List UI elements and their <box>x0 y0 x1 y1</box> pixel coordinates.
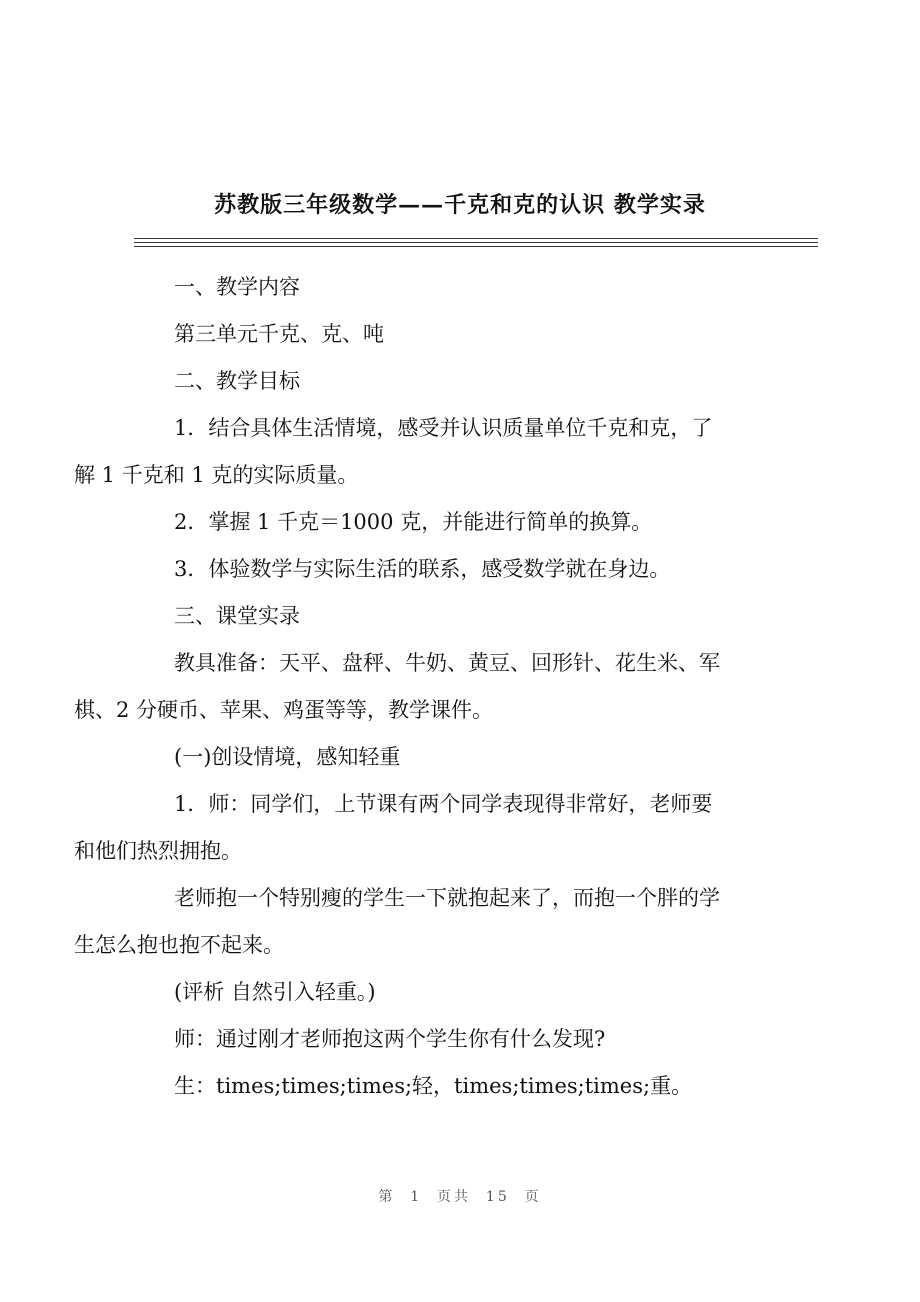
body-paragraph <box>124 311 814 358</box>
body-paragraph <box>124 593 814 640</box>
paragraph-line: 三、课堂实录 <box>174 604 300 628</box>
paragraph-line: 教具准备：天平、盘秤、牛奶、黄豆、回形针、花生米、军 <box>174 651 720 675</box>
body-paragraph <box>74 405 814 499</box>
paragraph-line: 生怎么抱也抱不起来。 <box>74 933 284 957</box>
title-rule-middle <box>134 242 818 243</box>
paragraph-line: (一)创设情境，感知轻重 <box>174 745 401 769</box>
paragraph-line: 一、教学内容 <box>174 275 300 299</box>
body-paragraph <box>124 1063 814 1110</box>
document-title: 苏教版三年级数学——千克和克的认识 教学实录 <box>214 192 706 218</box>
paragraph-line: 解 1 千克和 1 克的实际质量。 <box>74 463 359 487</box>
paragraph-line: 第三单元千克、克、吨 <box>174 322 384 346</box>
paragraph-line: 老师抱一个特别瘦的学生一下就抱起来了，而抱一个胖的学 <box>174 886 720 910</box>
body-paragraph <box>124 969 814 1016</box>
paragraph-line: 棋、2 分硬币、苹果、鸡蛋等等，教学课件。 <box>74 698 494 722</box>
body-paragraph <box>124 734 814 781</box>
paragraph-line: 2．掌握 1 千克＝1000 克，并能进行简单的换算。 <box>174 510 653 534</box>
body-paragraph <box>74 781 814 875</box>
paragraph-line: 1．结合具体生活情境，感受并认识质量单位千克和克，了 <box>174 416 713 440</box>
body-paragraph <box>124 1016 814 1063</box>
body-paragraph <box>124 499 814 546</box>
paragraph-line: 1．师：同学们，上节课有两个同学表现得非常好，老师要 <box>174 792 713 816</box>
page-footer: 第 1 页共 15 页 <box>378 1189 542 1205</box>
title-rule-top <box>134 238 818 239</box>
body-paragraph <box>124 546 814 593</box>
body-paragraph <box>124 358 814 405</box>
title-rule-bottom <box>134 246 818 247</box>
paragraph-line: 3．体验数学与实际生活的联系，感受数学就在身边。 <box>174 557 671 581</box>
paragraph-line: 师：通过刚才老师抱这两个学生你有什么发现? <box>174 1027 606 1051</box>
paragraph-line: (评析 自然引入轻重。) <box>174 980 376 1004</box>
document-body <box>74 264 814 1110</box>
paragraph-line: 二、教学目标 <box>174 369 300 393</box>
body-paragraph <box>124 264 814 311</box>
body-paragraph <box>74 875 814 969</box>
paragraph-line: 生：times;times;times;轻，times;times;times;重。 <box>174 1074 693 1098</box>
paragraph-line: 和他们热烈拥抱。 <box>74 839 242 863</box>
body-paragraph <box>74 640 814 734</box>
